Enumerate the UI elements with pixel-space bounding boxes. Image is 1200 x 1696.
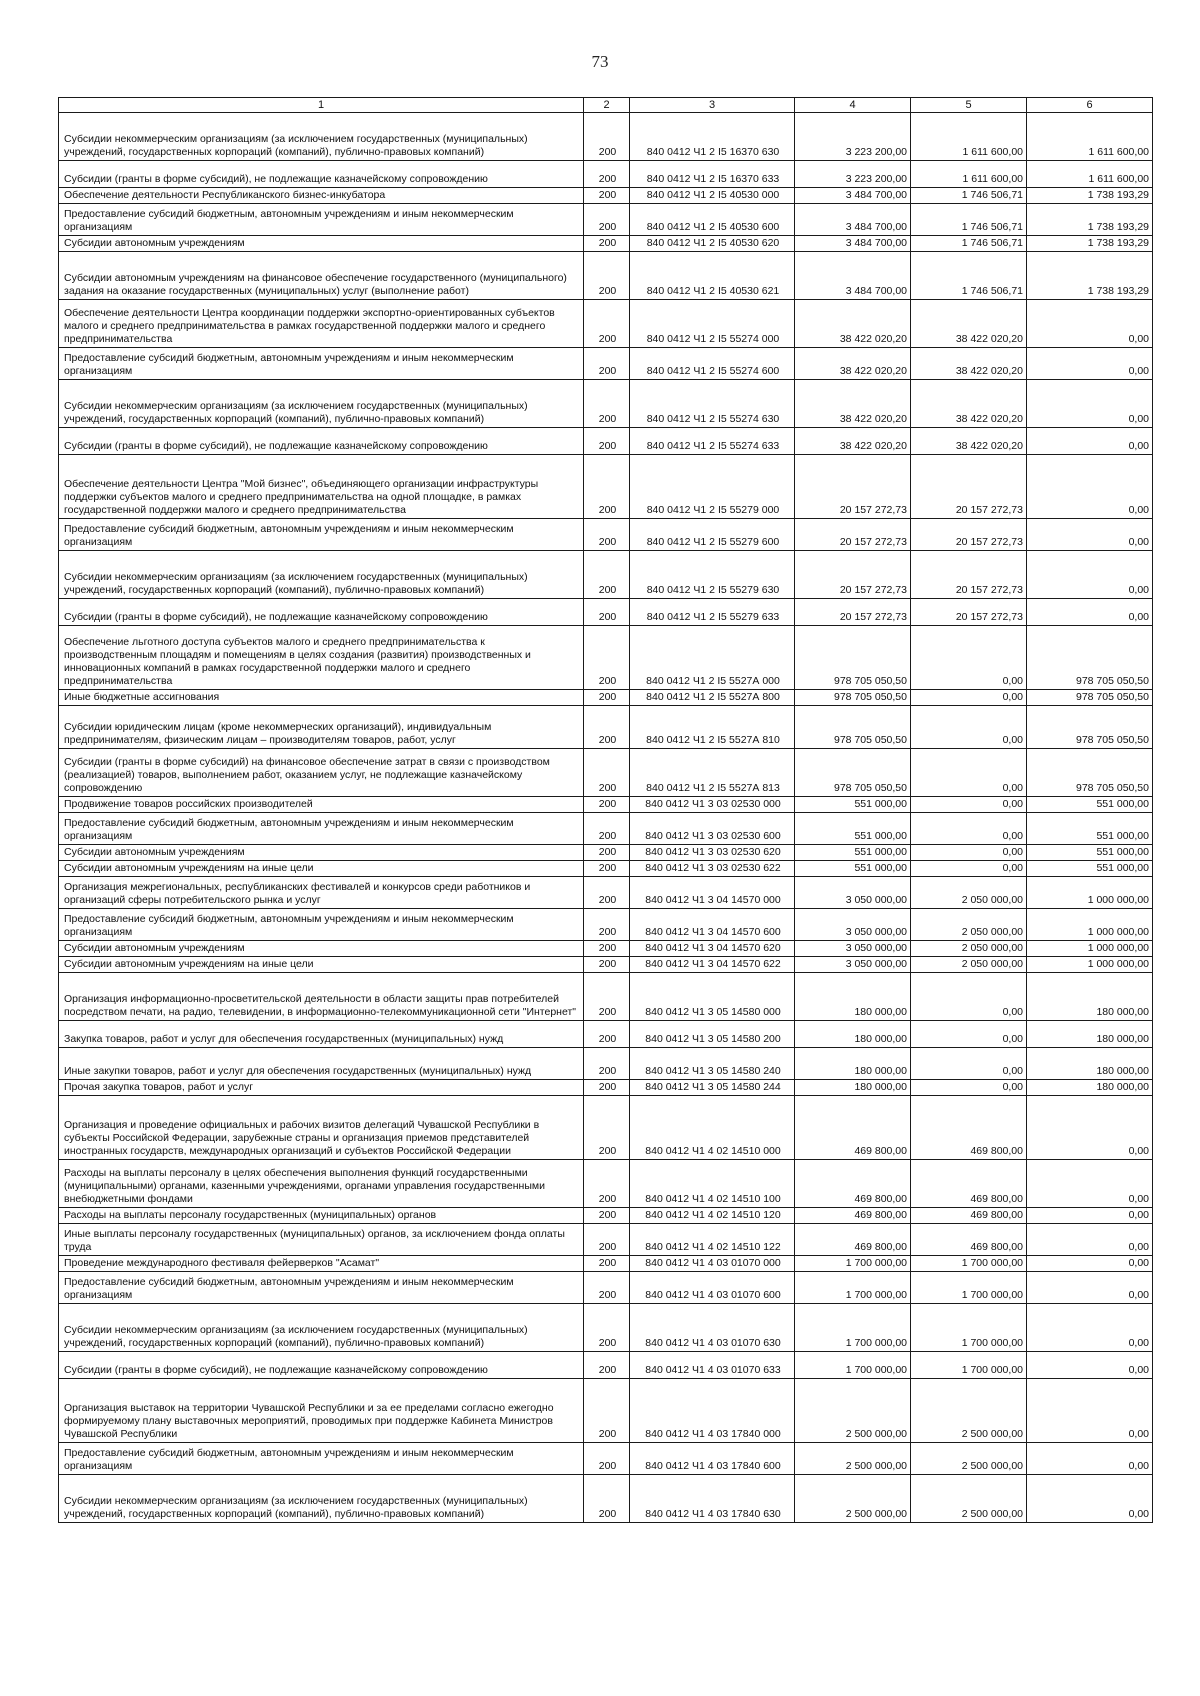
row-classification-code: 840 0412 Ч1 3 05 14580 000 <box>630 973 795 1021</box>
row-amount-col5: 0,00 <box>911 973 1027 1021</box>
row-amount-col4: 1 700 000,00 <box>795 1256 911 1272</box>
row-amount-col5: 469 800,00 <box>911 1224 1027 1256</box>
row-amount-col6: 0,00 <box>1027 1352 1153 1379</box>
row-name: Организация выставок на территории Чувашской Республики и за ее пределами согласно ежегодно формируемому плану выставочных мероприятий, проводимых при поддержке Кабинета Министров Чувашской Республики <box>59 1379 584 1443</box>
row-amount-col4: 2 500 000,00 <box>795 1475 911 1523</box>
table-row <box>59 252 1153 300</box>
row-classification-code: 840 0412 Ч1 4 02 14510 000 <box>630 1096 795 1160</box>
row-amount-col5: 0,00 <box>911 706 1027 749</box>
row-amount-col4: 20 157 272,73 <box>795 551 911 599</box>
row-classification-code: 840 0412 Ч1 3 03 02530 600 <box>630 813 795 845</box>
row-amount-col5: 38 422 020,20 <box>911 348 1027 380</box>
row-name: Прочая закупка товаров, работ и услуг <box>59 1080 584 1096</box>
row-amount-col5: 1 746 506,71 <box>911 204 1027 236</box>
row-amount-col6: 551 000,00 <box>1027 845 1153 861</box>
row-amount-col4: 3 484 700,00 <box>795 236 911 252</box>
row-amount-col4: 551 000,00 <box>795 797 911 813</box>
row-amount-col6: 0,00 <box>1027 551 1153 599</box>
row-name: Предоставление субсидий бюджетным, автономным учреждениям и иным некоммерческим организациям <box>59 348 584 380</box>
row-code: 200 <box>584 1443 630 1475</box>
table-row <box>59 1208 1153 1224</box>
row-name: Организация межрегиональных, республиканских фестивалей и конкурсов среди работников и организаций сферы потребительского рынка и услуг <box>59 877 584 909</box>
row-classification-code: 840 0412 Ч1 2 I5 55274 633 <box>630 428 795 455</box>
row-amount-col6: 978 705 050,50 <box>1027 690 1153 706</box>
row-amount-col5: 469 800,00 <box>911 1160 1027 1208</box>
row-amount-col4: 469 800,00 <box>795 1096 911 1160</box>
row-name: Обеспечение деятельности Центра координации поддержки экспортно-ориентированных субъектов малого и среднего предпринимательства в рамках государственной поддержки малого и среднего предпринимательства <box>59 300 584 348</box>
row-amount-col5: 0,00 <box>911 797 1027 813</box>
row-classification-code: 840 0412 Ч1 2 I5 55274 630 <box>630 380 795 428</box>
column-header-2: 2 <box>584 98 630 113</box>
row-amount-col5: 2 500 000,00 <box>911 1443 1027 1475</box>
row-amount-col6: 978 705 050,50 <box>1027 706 1153 749</box>
row-amount-col6: 0,00 <box>1027 428 1153 455</box>
row-name: Предоставление субсидий бюджетным, автономным учреждениям и иным некоммерческим организациям <box>59 1272 584 1304</box>
row-code: 200 <box>584 1272 630 1304</box>
table-row <box>59 813 1153 845</box>
row-classification-code: 840 0412 Ч1 2 I5 5527А 000 <box>630 626 795 690</box>
row-code: 200 <box>584 380 630 428</box>
row-amount-col4: 20 157 272,73 <box>795 519 911 551</box>
row-name: Предоставление субсидий бюджетным, автономным учреждениям и иным некоммерческим организациям <box>59 519 584 551</box>
row-amount-col5: 38 422 020,20 <box>911 300 1027 348</box>
row-code: 200 <box>584 204 630 236</box>
row-code: 200 <box>584 1021 630 1048</box>
row-amount-col5: 2 050 000,00 <box>911 909 1027 941</box>
row-amount-col6: 0,00 <box>1027 1224 1153 1256</box>
row-name: Субсидии автономным учреждениям <box>59 845 584 861</box>
row-amount-col5: 0,00 <box>911 1021 1027 1048</box>
row-code: 200 <box>584 1304 630 1352</box>
row-amount-col4: 469 800,00 <box>795 1224 911 1256</box>
row-name: Субсидии (гранты в форме субсидий), не подлежащие казначейскому сопровождению <box>59 161 584 188</box>
row-name: Субсидии некоммерческим организациям (за исключением государственных (муниципальных) учреждений, государственных корпораций (компаний), публично-правовых компаний) <box>59 113 584 161</box>
row-name: Субсидии автономным учреждениям на финансовое обеспечение государственного (муниципального) задания на оказание государственных (муниципальных) услуг (выполнение работ) <box>59 252 584 300</box>
row-name: Субсидии некоммерческим организациям (за исключением государственных (муниципальных) учреждений, государственных корпораций (компаний), публично-правовых компаний) <box>59 1475 584 1523</box>
table-row <box>59 1475 1153 1523</box>
row-classification-code: 840 0412 Ч1 2 I5 5527А 813 <box>630 749 795 797</box>
row-amount-col5: 1 611 600,00 <box>911 161 1027 188</box>
row-amount-col6: 1 000 000,00 <box>1027 957 1153 973</box>
row-code: 200 <box>584 455 630 519</box>
row-amount-col5: 20 157 272,73 <box>911 599 1027 626</box>
table-row <box>59 1080 1153 1096</box>
row-amount-col6: 0,00 <box>1027 1443 1153 1475</box>
table-row <box>59 300 1153 348</box>
table-row <box>59 909 1153 941</box>
row-amount-col5: 1 700 000,00 <box>911 1256 1027 1272</box>
row-amount-col4: 978 705 050,50 <box>795 626 911 690</box>
row-amount-col5: 0,00 <box>911 1048 1027 1080</box>
row-name: Субсидии (гранты в форме субсидий), не подлежащие казначейскому сопровождению <box>59 428 584 455</box>
row-amount-col5: 38 422 020,20 <box>911 380 1027 428</box>
table-row <box>59 455 1153 519</box>
row-amount-col5: 0,00 <box>911 845 1027 861</box>
table-row <box>59 188 1153 204</box>
row-classification-code: 840 0412 Ч1 4 03 01070 600 <box>630 1272 795 1304</box>
row-classification-code: 840 0412 Ч1 3 05 14580 200 <box>630 1021 795 1048</box>
row-amount-col5: 1 611 600,00 <box>911 113 1027 161</box>
row-amount-col6: 551 000,00 <box>1027 797 1153 813</box>
row-classification-code: 840 0412 Ч1 3 05 14580 240 <box>630 1048 795 1080</box>
row-amount-col4: 38 422 020,20 <box>795 428 911 455</box>
column-header-1: 1 <box>59 98 584 113</box>
row-code: 200 <box>584 236 630 252</box>
row-code: 200 <box>584 957 630 973</box>
column-header-4: 4 <box>795 98 911 113</box>
row-code: 200 <box>584 706 630 749</box>
row-amount-col5: 20 157 272,73 <box>911 455 1027 519</box>
row-amount-col6: 0,00 <box>1027 300 1153 348</box>
column-header-3: 3 <box>630 98 795 113</box>
row-classification-code: 840 0412 Ч1 2 I5 5527А 800 <box>630 690 795 706</box>
row-code: 200 <box>584 1224 630 1256</box>
row-classification-code: 840 0412 Ч1 4 03 17840 000 <box>630 1379 795 1443</box>
row-amount-col5: 0,00 <box>911 1080 1027 1096</box>
row-amount-col4: 1 700 000,00 <box>795 1352 911 1379</box>
table-row <box>59 1443 1153 1475</box>
row-amount-col6: 180 000,00 <box>1027 1048 1153 1080</box>
table-row <box>59 1096 1153 1160</box>
table-row <box>59 1048 1153 1080</box>
row-amount-col5: 20 157 272,73 <box>911 519 1027 551</box>
row-amount-col6: 0,00 <box>1027 1160 1153 1208</box>
row-code: 200 <box>584 1208 630 1224</box>
table-header <box>59 98 1153 113</box>
table-row <box>59 1272 1153 1304</box>
row-amount-col4: 551 000,00 <box>795 813 911 845</box>
row-code: 200 <box>584 161 630 188</box>
row-amount-col6: 180 000,00 <box>1027 1021 1153 1048</box>
table-row <box>59 1160 1153 1208</box>
row-amount-col5: 2 050 000,00 <box>911 877 1027 909</box>
row-classification-code: 840 0412 Ч1 3 04 14570 000 <box>630 877 795 909</box>
row-name: Субсидии автономным учреждениям <box>59 236 584 252</box>
row-code: 200 <box>584 909 630 941</box>
row-amount-col6: 0,00 <box>1027 1096 1153 1160</box>
table-row <box>59 861 1153 877</box>
row-classification-code: 840 0412 Ч1 4 03 01070 000 <box>630 1256 795 1272</box>
row-amount-col4: 469 800,00 <box>795 1160 911 1208</box>
row-amount-col4: 3 050 000,00 <box>795 877 911 909</box>
row-name: Субсидии юридическим лицам (кроме некоммерческих организаций), индивидуальным предпринимателям, физическим лицам – производителям товаров, работ, услуг <box>59 706 584 749</box>
row-amount-col4: 3 484 700,00 <box>795 188 911 204</box>
row-name: Субсидии некоммерческим организациям (за исключением государственных (муниципальных) учреждений, государственных корпораций (компаний), публично-правовых компаний) <box>59 551 584 599</box>
row-name: Субсидии некоммерческим организациям (за исключением государственных (муниципальных) учреждений, государственных корпораций (компаний), публично-правовых компаний) <box>59 1304 584 1352</box>
row-classification-code: 840 0412 Ч1 4 03 17840 630 <box>630 1475 795 1523</box>
row-amount-col6: 1 738 193,29 <box>1027 204 1153 236</box>
row-name: Иные бюджетные ассигнования <box>59 690 584 706</box>
row-code: 200 <box>584 519 630 551</box>
row-classification-code: 840 0412 Ч1 4 02 14510 122 <box>630 1224 795 1256</box>
row-name: Субсидии автономным учреждениям на иные цели <box>59 861 584 877</box>
row-amount-col4: 180 000,00 <box>795 973 911 1021</box>
row-code: 200 <box>584 1475 630 1523</box>
table-row <box>59 204 1153 236</box>
row-amount-col6: 978 705 050,50 <box>1027 626 1153 690</box>
row-amount-col4: 978 705 050,50 <box>795 706 911 749</box>
row-code: 200 <box>584 599 630 626</box>
row-amount-col6: 551 000,00 <box>1027 861 1153 877</box>
row-amount-col5: 2 050 000,00 <box>911 941 1027 957</box>
row-name: Обеспечение льготного доступа субъектов малого и среднего предпринимательства к производственным площадям и помещениям в целях создания (развития) производственных и инновационных компаний в рамках государственной поддержки малого и среднего предпринимательства <box>59 626 584 690</box>
row-classification-code: 840 0412 Ч1 3 04 14570 620 <box>630 941 795 957</box>
row-amount-col5: 1 746 506,71 <box>911 252 1027 300</box>
row-code: 200 <box>584 877 630 909</box>
row-name: Иные выплаты персоналу государственных (муниципальных) органов, за исключением фонда оплаты труда <box>59 1224 584 1256</box>
row-amount-col6: 0,00 <box>1027 1304 1153 1352</box>
row-amount-col4: 38 422 020,20 <box>795 348 911 380</box>
row-code: 200 <box>584 749 630 797</box>
row-classification-code: 840 0412 Ч1 2 I5 16370 633 <box>630 161 795 188</box>
row-amount-col4: 20 157 272,73 <box>795 455 911 519</box>
row-name: Субсидии (гранты в форме субсидий), не подлежащие казначейскому сопровождению <box>59 599 584 626</box>
row-amount-col5: 2 050 000,00 <box>911 957 1027 973</box>
table-row <box>59 551 1153 599</box>
row-name: Расходы на выплаты персоналу в целях обеспечения выполнения функций государственными (муниципальными) органами, казенными учреждениями, органами управления государственными внебюджетными фондами <box>59 1160 584 1208</box>
row-amount-col6: 551 000,00 <box>1027 813 1153 845</box>
row-amount-col4: 978 705 050,50 <box>795 749 911 797</box>
row-name: Организация и проведение официальных и рабочих визитов делегаций Чувашской Республики в субъекты Российской Федерации, зарубежные страны и организация приемов представителей иностранных государств, международных организаций и субъектов Российской Федерации <box>59 1096 584 1160</box>
row-amount-col5: 0,00 <box>911 626 1027 690</box>
row-code: 200 <box>584 188 630 204</box>
table-row <box>59 749 1153 797</box>
row-classification-code: 840 0412 Ч1 3 03 02530 000 <box>630 797 795 813</box>
table-row <box>59 380 1153 428</box>
row-classification-code: 840 0412 Ч1 3 03 02530 620 <box>630 845 795 861</box>
table-row <box>59 1379 1153 1443</box>
row-amount-col4: 1 700 000,00 <box>795 1304 911 1352</box>
row-classification-code: 840 0412 Ч1 4 02 14510 120 <box>630 1208 795 1224</box>
row-name: Предоставление субсидий бюджетным, автономным учреждениям и иным некоммерческим организациям <box>59 204 584 236</box>
row-name: Субсидии некоммерческим организациям (за исключением государственных (муниципальных) учреждений, государственных корпораций (компаний), публично-правовых компаний) <box>59 380 584 428</box>
row-name: Расходы на выплаты персоналу государственных (муниципальных) органов <box>59 1208 584 1224</box>
row-amount-col4: 180 000,00 <box>795 1021 911 1048</box>
row-classification-code: 840 0412 Ч1 2 I5 55279 630 <box>630 551 795 599</box>
row-name: Проведение международного фестиваля фейерверков "Асамат" <box>59 1256 584 1272</box>
row-amount-col5: 469 800,00 <box>911 1208 1027 1224</box>
row-amount-col4: 180 000,00 <box>795 1048 911 1080</box>
row-amount-col4: 3 223 200,00 <box>795 161 911 188</box>
table-row <box>59 1021 1153 1048</box>
row-classification-code: 840 0412 Ч1 4 03 01070 630 <box>630 1304 795 1352</box>
row-name: Предоставление субсидий бюджетным, автономным учреждениям и иным некоммерческим организациям <box>59 909 584 941</box>
row-amount-col4: 3 050 000,00 <box>795 941 911 957</box>
row-code: 200 <box>584 845 630 861</box>
row-amount-col6: 978 705 050,50 <box>1027 749 1153 797</box>
row-amount-col4: 2 500 000,00 <box>795 1379 911 1443</box>
row-amount-col5: 2 500 000,00 <box>911 1379 1027 1443</box>
row-amount-col6: 0,00 <box>1027 455 1153 519</box>
row-classification-code: 840 0412 Ч1 2 I5 16370 630 <box>630 113 795 161</box>
row-amount-col6: 180 000,00 <box>1027 973 1153 1021</box>
row-classification-code: 840 0412 Ч1 4 03 01070 633 <box>630 1352 795 1379</box>
row-amount-col5: 469 800,00 <box>911 1096 1027 1160</box>
table-row <box>59 877 1153 909</box>
page-number: 73 <box>591 52 609 71</box>
row-amount-col6: 1 000 000,00 <box>1027 877 1153 909</box>
row-classification-code: 840 0412 Ч1 2 I5 40530 000 <box>630 188 795 204</box>
row-amount-col6: 0,00 <box>1027 599 1153 626</box>
row-name: Обеспечение деятельности Республиканского бизнес-инкубатора <box>59 188 584 204</box>
row-name: Предоставление субсидий бюджетным, автономным учреждениям и иным некоммерческим организациям <box>59 1443 584 1475</box>
row-code: 200 <box>584 1160 630 1208</box>
row-amount-col6: 180 000,00 <box>1027 1080 1153 1096</box>
table-row <box>59 1352 1153 1379</box>
row-amount-col5: 1 746 506,71 <box>911 236 1027 252</box>
table-row <box>59 1256 1153 1272</box>
row-classification-code: 840 0412 Ч1 2 I5 40530 600 <box>630 204 795 236</box>
row-amount-col5: 1 746 506,71 <box>911 188 1027 204</box>
row-code: 200 <box>584 1256 630 1272</box>
row-code: 200 <box>584 626 630 690</box>
row-amount-col6: 0,00 <box>1027 380 1153 428</box>
row-classification-code: 840 0412 Ч1 2 I5 55279 000 <box>630 455 795 519</box>
row-classification-code: 840 0412 Ч1 2 I5 5527А 810 <box>630 706 795 749</box>
row-name: Субсидии автономным учреждениям на иные цели <box>59 957 584 973</box>
row-code: 200 <box>584 1080 630 1096</box>
row-code: 200 <box>584 252 630 300</box>
table-row <box>59 706 1153 749</box>
row-amount-col4: 180 000,00 <box>795 1080 911 1096</box>
row-classification-code: 840 0412 Ч1 2 I5 40530 621 <box>630 252 795 300</box>
row-code: 200 <box>584 690 630 706</box>
row-amount-col6: 1 000 000,00 <box>1027 941 1153 957</box>
row-classification-code: 840 0412 Ч1 2 I5 55279 633 <box>630 599 795 626</box>
row-name: Иные закупки товаров, работ и услуг для обеспечения государственных (муниципальных) нужд <box>59 1048 584 1080</box>
row-name: Организация информационно-просветительской деятельности в области защиты прав потребителей посредством печати, на радио, телевидении, в информационно-телекоммуникационной сети "Интернет" <box>59 973 584 1021</box>
row-classification-code: 840 0412 Ч1 2 I5 55279 600 <box>630 519 795 551</box>
column-header-6: 6 <box>1027 98 1153 113</box>
row-amount-col6: 0,00 <box>1027 519 1153 551</box>
row-amount-col6: 0,00 <box>1027 348 1153 380</box>
row-code: 200 <box>584 1352 630 1379</box>
row-amount-col6: 0,00 <box>1027 1379 1153 1443</box>
column-header-5: 5 <box>911 98 1027 113</box>
row-code: 200 <box>584 1048 630 1080</box>
row-amount-col4: 3 050 000,00 <box>795 909 911 941</box>
table-row <box>59 519 1153 551</box>
row-amount-col5: 0,00 <box>911 861 1027 877</box>
row-amount-col4: 1 700 000,00 <box>795 1272 911 1304</box>
row-amount-col4: 3 050 000,00 <box>795 957 911 973</box>
row-classification-code: 840 0412 Ч1 2 I5 40530 620 <box>630 236 795 252</box>
row-name: Субсидии автономным учреждениям <box>59 941 584 957</box>
row-amount-col5: 1 700 000,00 <box>911 1352 1027 1379</box>
table-row <box>59 1224 1153 1256</box>
header-row <box>59 98 1153 113</box>
row-amount-col6: 1 738 193,29 <box>1027 252 1153 300</box>
row-code: 200 <box>584 797 630 813</box>
row-name: Обеспечение деятельности Центра "Мой бизнес", объединяющего организации инфраструктуры поддержки субъектов малого и среднего предпринимательства на одной площадке, в рамках государственной поддержки малого и среднего предпринимательства <box>59 455 584 519</box>
row-amount-col4: 3 223 200,00 <box>795 113 911 161</box>
row-amount-col6: 0,00 <box>1027 1475 1153 1523</box>
row-classification-code: 840 0412 Ч1 2 I5 55274 000 <box>630 300 795 348</box>
row-amount-col5: 0,00 <box>911 813 1027 845</box>
table-row <box>59 161 1153 188</box>
row-code: 200 <box>584 348 630 380</box>
row-name: Субсидии (гранты в форме субсидий) на финансовое обеспечение затрат в связи с производством (реализацией) товаров, выполнением работ, оказанием услуг, не подлежащие казначейскому сопровождению <box>59 749 584 797</box>
table-row <box>59 599 1153 626</box>
table-row <box>59 428 1153 455</box>
row-name: Субсидии (гранты в форме субсидий), не подлежащие казначейскому сопровождению <box>59 1352 584 1379</box>
row-code: 200 <box>584 113 630 161</box>
row-amount-col4: 978 705 050,50 <box>795 690 911 706</box>
row-code: 200 <box>584 1096 630 1160</box>
table-row <box>59 957 1153 973</box>
row-classification-code: 840 0412 Ч1 2 I5 55274 600 <box>630 348 795 380</box>
row-amount-col5: 2 500 000,00 <box>911 1475 1027 1523</box>
row-amount-col4: 38 422 020,20 <box>795 380 911 428</box>
row-amount-col5: 1 700 000,00 <box>911 1304 1027 1352</box>
row-amount-col5: 38 422 020,20 <box>911 428 1027 455</box>
row-amount-col4: 20 157 272,73 <box>795 599 911 626</box>
row-amount-col6: 0,00 <box>1027 1208 1153 1224</box>
row-amount-col5: 0,00 <box>911 690 1027 706</box>
row-code: 200 <box>584 861 630 877</box>
row-name: Закупка товаров, работ и услуг для обеспечения государственных (муниципальных) нужд <box>59 1021 584 1048</box>
table-row <box>59 113 1153 161</box>
table-row <box>59 1304 1153 1352</box>
row-amount-col6: 0,00 <box>1027 1256 1153 1272</box>
row-amount-col4: 38 422 020,20 <box>795 300 911 348</box>
table-row <box>59 690 1153 706</box>
row-code: 200 <box>584 1379 630 1443</box>
row-code: 200 <box>584 428 630 455</box>
row-classification-code: 840 0412 Ч1 4 02 14510 100 <box>630 1160 795 1208</box>
row-amount-col6: 0,00 <box>1027 1272 1153 1304</box>
row-amount-col6: 1 611 600,00 <box>1027 161 1153 188</box>
row-amount-col6: 1 611 600,00 <box>1027 113 1153 161</box>
row-classification-code: 840 0412 Ч1 3 05 14580 244 <box>630 1080 795 1096</box>
row-amount-col6: 1 738 193,29 <box>1027 188 1153 204</box>
row-classification-code: 840 0412 Ч1 3 04 14570 600 <box>630 909 795 941</box>
row-name: Предоставление субсидий бюджетным, автономным учреждениям и иным некоммерческим организациям <box>59 813 584 845</box>
row-classification-code: 840 0412 Ч1 3 04 14570 622 <box>630 957 795 973</box>
budget-table <box>58 97 1153 1523</box>
table-row <box>59 941 1153 957</box>
row-name: Продвижение товаров российских производителей <box>59 797 584 813</box>
row-code: 200 <box>584 941 630 957</box>
row-amount-col4: 551 000,00 <box>795 845 911 861</box>
row-amount-col4: 3 484 700,00 <box>795 252 911 300</box>
row-amount-col6: 1 738 193,29 <box>1027 236 1153 252</box>
row-amount-col5: 0,00 <box>911 749 1027 797</box>
table-row <box>59 348 1153 380</box>
table-row <box>59 973 1153 1021</box>
table-row <box>59 626 1153 690</box>
table-row <box>59 797 1153 813</box>
table-row <box>59 236 1153 252</box>
row-amount-col4: 3 484 700,00 <box>795 204 911 236</box>
row-code: 200 <box>584 551 630 599</box>
row-amount-col5: 1 700 000,00 <box>911 1272 1027 1304</box>
row-amount-col6: 1 000 000,00 <box>1027 909 1153 941</box>
table-body <box>59 113 1153 1523</box>
row-amount-col5: 20 157 272,73 <box>911 551 1027 599</box>
row-code: 200 <box>584 973 630 1021</box>
row-code: 200 <box>584 813 630 845</box>
row-amount-col4: 551 000,00 <box>795 861 911 877</box>
table-row <box>59 845 1153 861</box>
row-amount-col4: 469 800,00 <box>795 1208 911 1224</box>
row-classification-code: 840 0412 Ч1 3 03 02530 622 <box>630 861 795 877</box>
row-amount-col4: 2 500 000,00 <box>795 1443 911 1475</box>
row-code: 200 <box>584 300 630 348</box>
row-classification-code: 840 0412 Ч1 4 03 17840 600 <box>630 1443 795 1475</box>
